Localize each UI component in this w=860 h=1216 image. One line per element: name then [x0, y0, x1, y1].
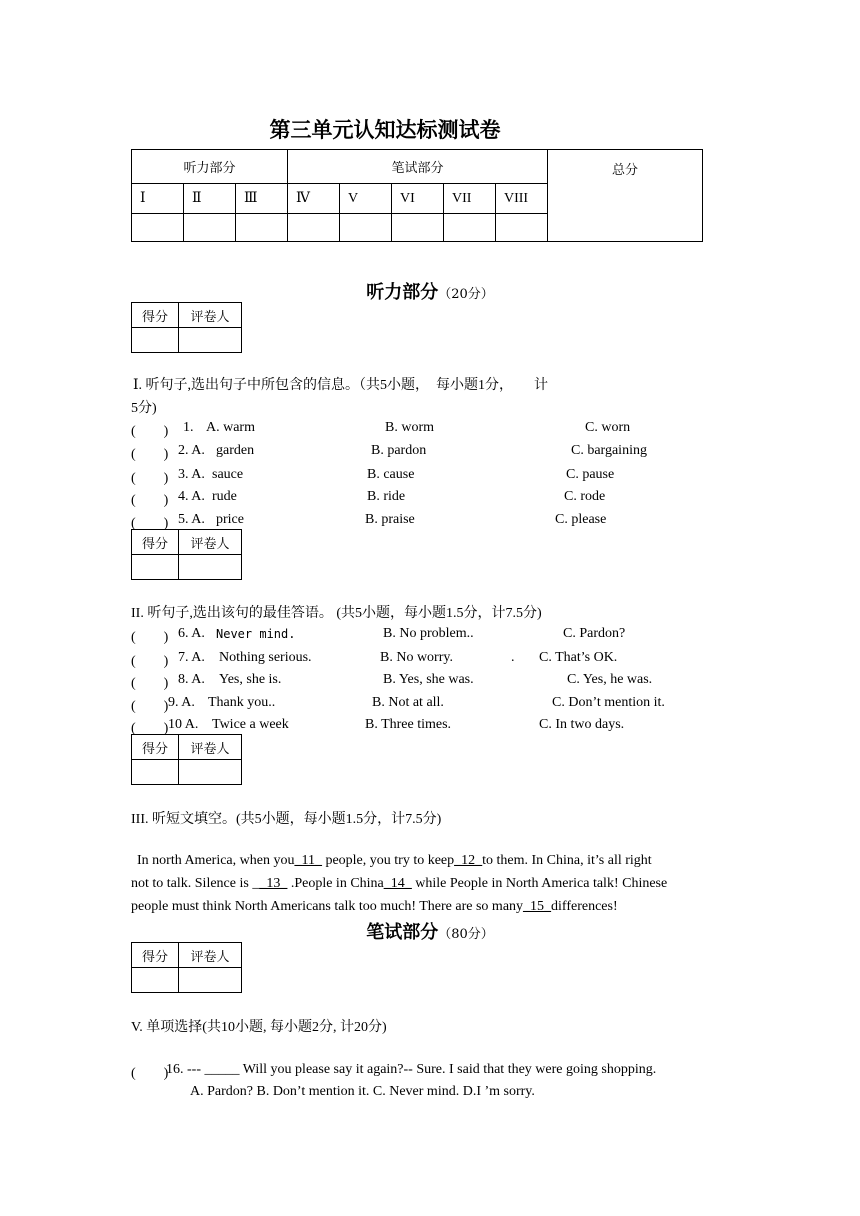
- grader-name-cell[interactable]: [179, 968, 242, 993]
- option-a: price: [216, 512, 244, 527]
- option-c: C. worn: [585, 420, 631, 435]
- option-b: B. praise: [365, 512, 415, 527]
- grader-name-cell[interactable]: [179, 760, 242, 785]
- passage-text: In north America, when you: [137, 853, 295, 868]
- blank-11[interactable]: _11_: [294, 853, 322, 868]
- written-heading-points: （80分）: [438, 927, 494, 942]
- answer-bracket[interactable]: ( ): [131, 721, 169, 736]
- option-a: Nothing serious.: [219, 650, 312, 665]
- option-b: B. worm: [385, 420, 434, 435]
- option-b: B. Not at all.: [372, 695, 444, 710]
- grader-name-label: 评卷人: [179, 943, 242, 968]
- score-cell[interactable]: [236, 214, 288, 242]
- passage-text: not to talk. Silence is _: [131, 876, 260, 891]
- question-number: 7. A.: [178, 650, 205, 665]
- grader-name-label: 评卷人: [179, 735, 242, 760]
- blank-15[interactable]: _15_: [523, 899, 552, 914]
- option-b: B. Yes, she was.: [383, 672, 474, 687]
- score-written-header: 笔试部分: [288, 150, 548, 184]
- section2-instruction: II. 听句子,选出该句的最佳答语。 (共5小题，每小题1.5分，计7.5分): [131, 606, 542, 621]
- score-col-6: VI: [392, 184, 444, 214]
- grader-name-label: 评卷人: [179, 303, 242, 328]
- section1-instruction: Ⅰ. 听句子,选出句子中所包含的信息。（共5小题， 每小题1分， 计: [133, 378, 549, 393]
- option-b: B. ride: [367, 489, 406, 504]
- question-16: 16. --- _____ Will you please say it again?-- Sure. I said that they were going shopping.: [166, 1062, 657, 1077]
- answer-bracket[interactable]: ( ): [131, 471, 169, 486]
- score-cell[interactable]: [444, 214, 496, 242]
- question-number: 1.: [183, 420, 194, 435]
- option-c: C. That’s OK.: [539, 650, 618, 665]
- score-cell[interactable]: [496, 214, 548, 242]
- score-cell[interactable]: [288, 214, 340, 242]
- section3-instruction: III. 听短文填空。(共5小题，每小题1.5分，计7.5分): [131, 812, 442, 827]
- option-a: Twice a week: [212, 717, 289, 732]
- passage-line-2: [131, 876, 667, 892]
- blank-13[interactable]: _13_: [259, 876, 288, 891]
- answer-bracket[interactable]: ( ): [131, 447, 169, 462]
- answer-bracket[interactable]: ( ): [131, 516, 169, 531]
- option-c: C. pause: [566, 467, 615, 482]
- blank-12[interactable]: _12_: [454, 853, 483, 868]
- passage-text: people must think North Americans talk too much! There are so many: [131, 899, 524, 914]
- page-title: 第三单元认知达标测试卷: [269, 118, 501, 142]
- grader-box-2: [131, 529, 242, 580]
- option-c: C. Yes, he was.: [567, 672, 653, 687]
- listening-heading-text: 听力部分: [366, 282, 439, 303]
- passage-line-3: [131, 899, 618, 915]
- grader-name-label: 评卷人: [179, 530, 242, 555]
- section1-instruction-cont: 5分): [131, 401, 157, 416]
- option-a: garden: [216, 443, 255, 458]
- question-number: 2. A.: [178, 443, 205, 458]
- passage-text: people, you try to keep: [321, 853, 455, 868]
- score-total-header: 总分: [548, 150, 703, 242]
- option-b: B. No problem..: [383, 626, 474, 641]
- score-col-8: VIII: [496, 184, 548, 214]
- option-b: B. pardon: [371, 443, 427, 458]
- answer-bracket[interactable]: ( ): [131, 493, 169, 508]
- passage-text: while People in North America talk! Chinese: [411, 876, 668, 891]
- question-number: 5. A.: [178, 512, 205, 527]
- grader-name-cell[interactable]: [179, 328, 242, 353]
- score-table: [131, 149, 703, 242]
- section5-instruction: V. 单项选择(共10小题, 每小题2分, 计20分): [131, 1020, 387, 1035]
- option-b: B. Three times.: [365, 717, 452, 732]
- option-c: C. rode: [564, 489, 606, 504]
- question-16-options: A. Pardon? B. Don’t mention it. C. Never mind. D.I ’m sorry.: [190, 1084, 535, 1099]
- answer-bracket[interactable]: ( ): [131, 654, 169, 669]
- answer-bracket[interactable]: ( ): [131, 1066, 169, 1081]
- grader-score-cell[interactable]: [132, 968, 179, 993]
- grader-score-label: 得分: [132, 303, 179, 328]
- question-number: 6. A.: [178, 626, 205, 641]
- question-number: 9. A.: [168, 695, 195, 710]
- score-col-5: V: [340, 184, 392, 214]
- option-a: A. warm: [206, 420, 255, 435]
- grader-score-label: 得分: [132, 943, 179, 968]
- listening-heading-points: （20分）: [438, 287, 494, 302]
- blank-14[interactable]: _14_: [383, 876, 412, 891]
- score-col-7: VII: [444, 184, 496, 214]
- grader-box-3: [131, 734, 242, 785]
- score-cell[interactable]: [340, 214, 392, 242]
- option-c: C. please: [555, 512, 607, 527]
- option-c: C. Don’t mention it.: [552, 695, 665, 710]
- passage-text: to them. In China, it’s all right: [482, 853, 652, 868]
- grader-score-label: 得分: [132, 735, 179, 760]
- score-cell[interactable]: [392, 214, 444, 242]
- separator-dot: .: [511, 650, 515, 665]
- score-cell[interactable]: [184, 214, 236, 242]
- option-c: C. In two days.: [539, 717, 625, 732]
- question-number: 3. A.: [178, 467, 205, 482]
- grader-score-cell[interactable]: [132, 555, 179, 580]
- option-b: B. cause: [367, 467, 415, 482]
- grader-score-label: 得分: [132, 530, 179, 555]
- answer-bracket[interactable]: ( ): [131, 630, 169, 645]
- score-cell[interactable]: [132, 214, 184, 242]
- question-number: 10 A.: [168, 717, 199, 732]
- grader-score-cell[interactable]: [132, 328, 179, 353]
- written-heading-text: 笔试部分: [366, 922, 439, 943]
- listening-section-heading: [0, 278, 860, 304]
- answer-bracket[interactable]: ( ): [131, 424, 169, 439]
- passage-text: differences!: [551, 899, 618, 914]
- option-a: sauce: [212, 467, 244, 482]
- answer-bracket[interactable]: ( ): [131, 676, 169, 691]
- grader-box-1: [131, 302, 242, 353]
- score-col-2: Ⅱ: [184, 184, 236, 214]
- score-col-1: Ⅰ: [132, 184, 184, 214]
- question-number: 4. A.: [178, 489, 205, 504]
- passage-text: .People in China: [287, 876, 384, 891]
- option-a: rude: [212, 489, 237, 504]
- option-a: Never mind.: [216, 627, 296, 641]
- score-col-3: Ⅲ: [236, 184, 288, 214]
- option-c: C. Pardon?: [563, 626, 626, 641]
- question-number: 8. A.: [178, 672, 205, 687]
- option-a: Yes, she is.: [219, 672, 282, 687]
- written-section-heading: [0, 918, 860, 944]
- option-c: C. bargaining: [571, 443, 647, 458]
- grader-name-cell[interactable]: [179, 555, 242, 580]
- grader-score-cell[interactable]: [132, 760, 179, 785]
- score-listening-header: 听力部分: [132, 150, 288, 184]
- answer-bracket[interactable]: ( ): [131, 699, 169, 714]
- option-b: B. No worry.: [380, 650, 453, 665]
- score-col-4: Ⅳ: [288, 184, 340, 214]
- passage-line-1: [137, 853, 652, 869]
- grader-box-4: [131, 942, 242, 993]
- option-a: Thank you..: [208, 695, 276, 710]
